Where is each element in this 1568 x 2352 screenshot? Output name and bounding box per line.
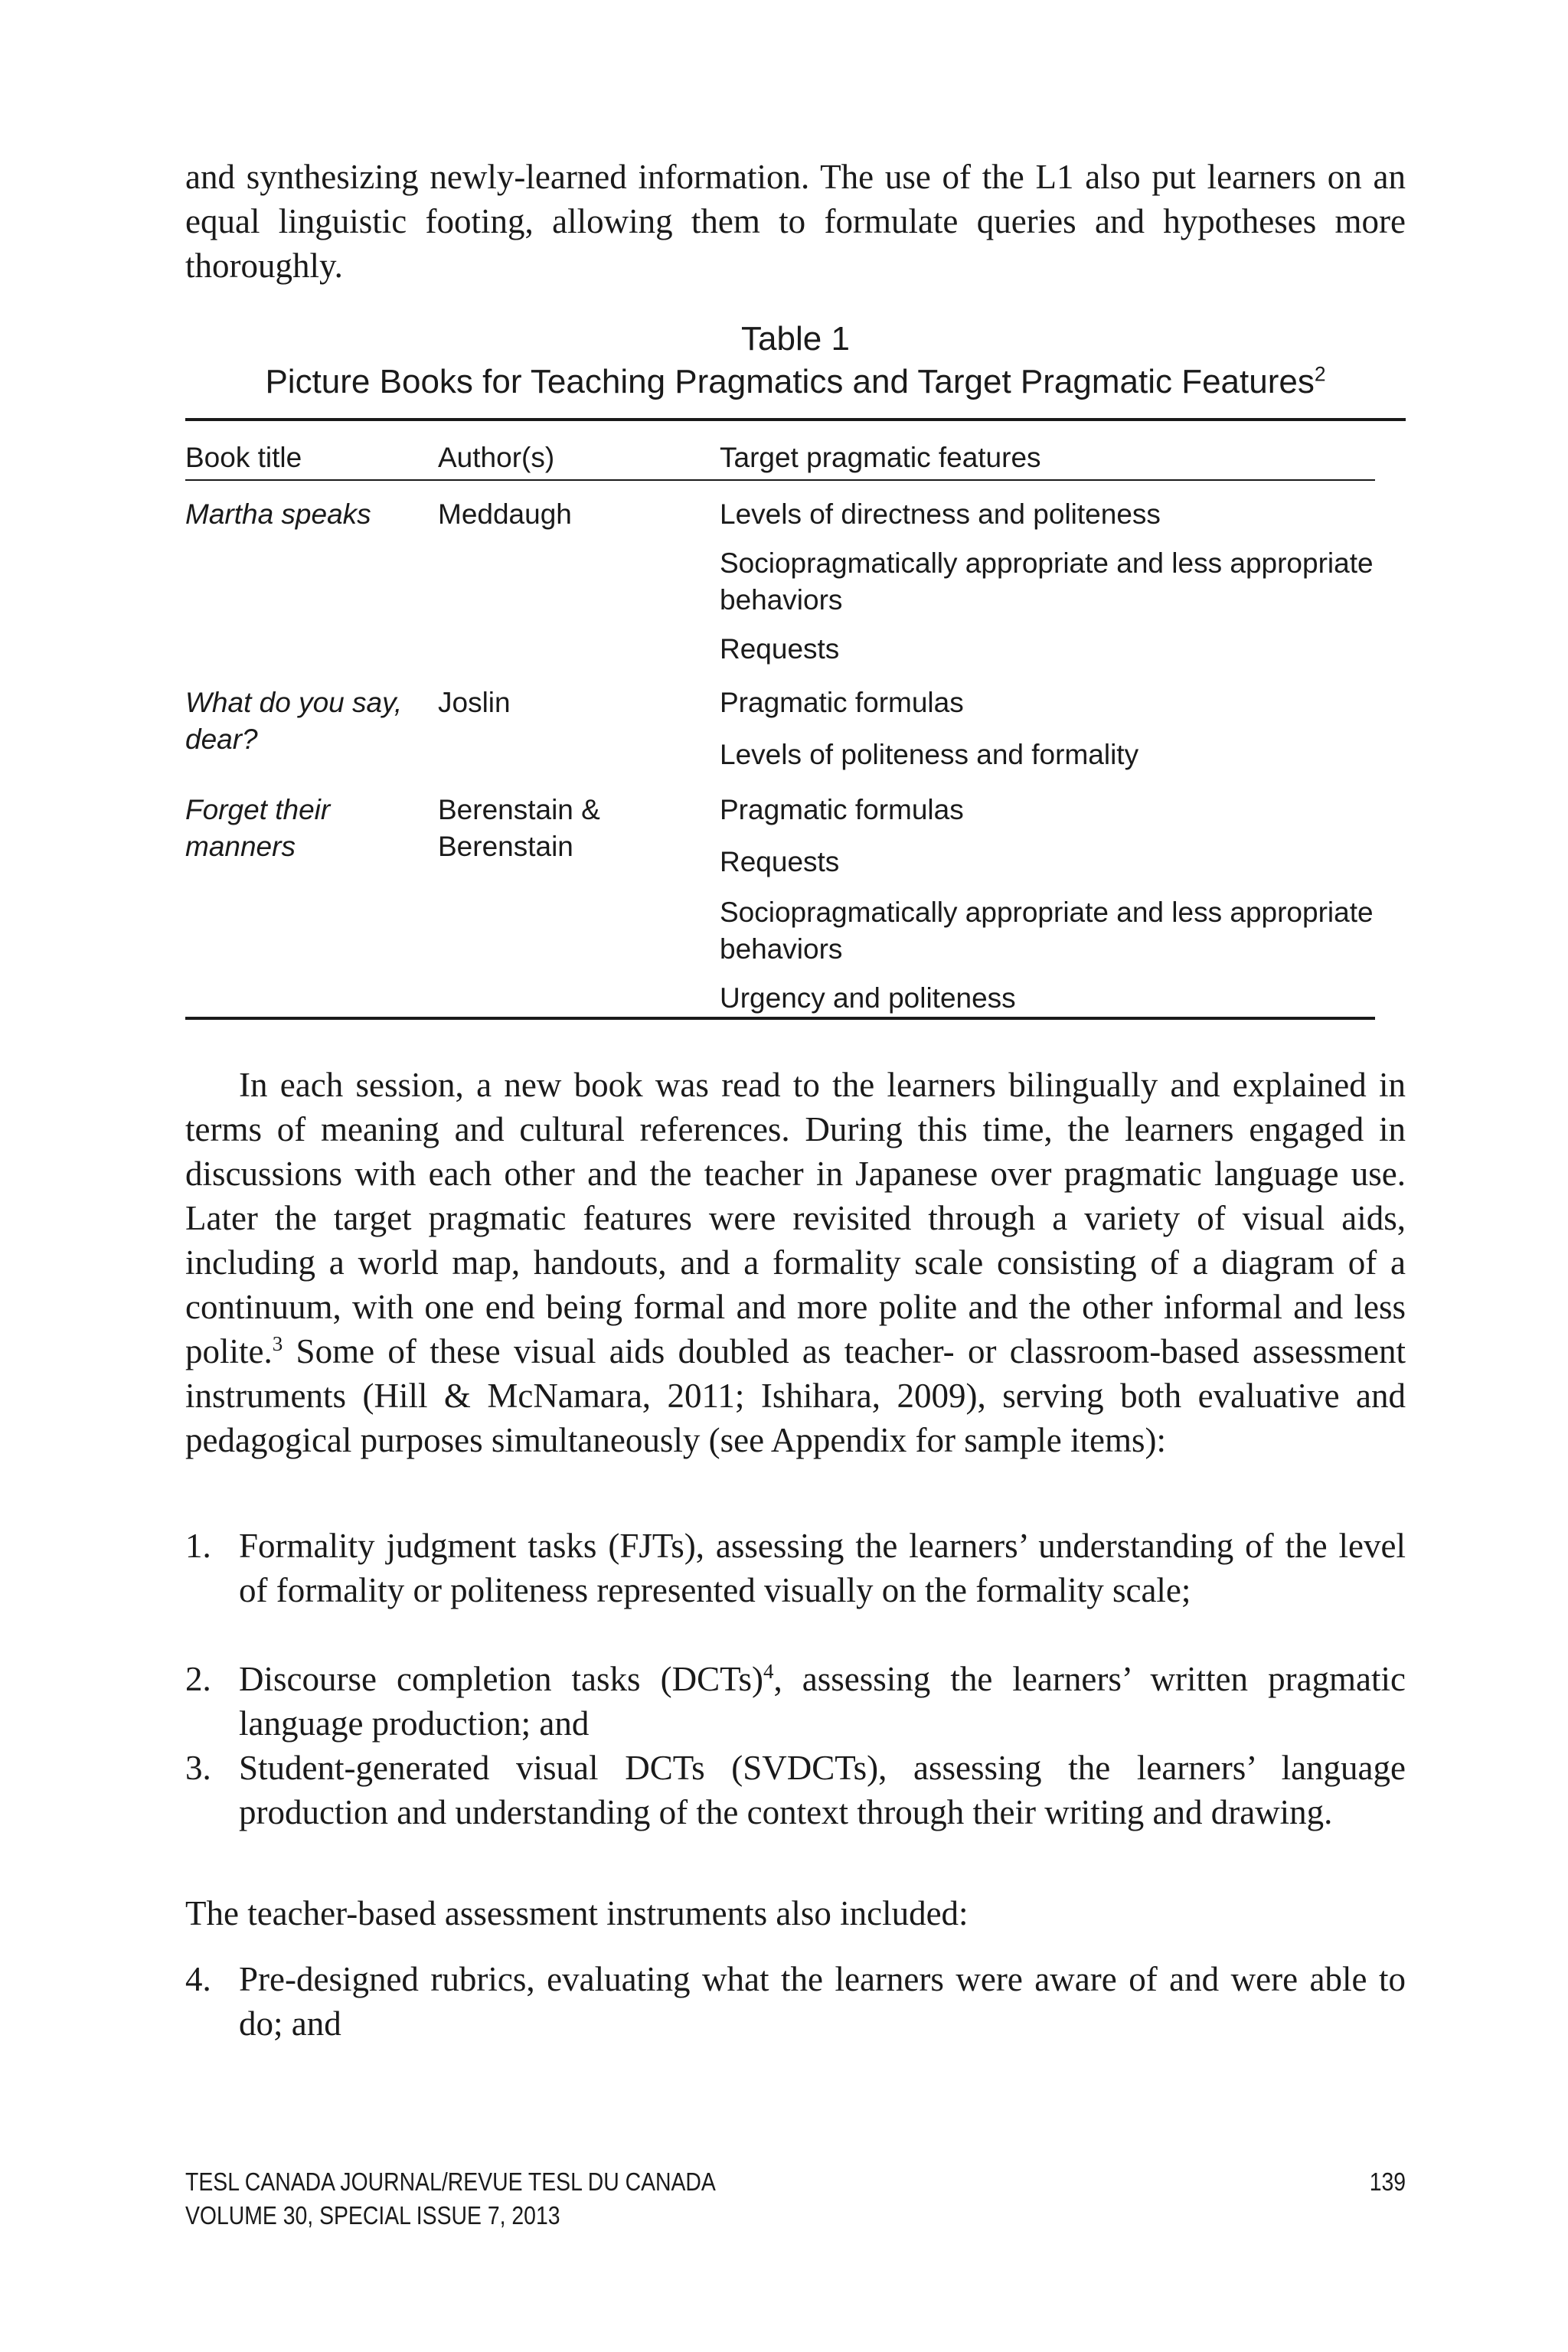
list-item-3-number: 3. — [185, 1749, 211, 1787]
page-number: 139 — [1369, 2167, 1406, 2196]
table-row-1-feature-2: Sociopragmatically appropriate and less appropriate behaviors — [720, 547, 1374, 616]
body-paragraph-1-text-b: Some of these visual aids doubled as teacher- or classroom-based assessment instruments (Hill & McNamara, 2011; Ishihara, 2009), serving both evaluative and pedagogical purposes simultaneously (see Appendix for sample items): — [185, 1332, 1406, 1459]
page-footer — [185, 2165, 716, 2233]
list-item-2-number: 2. — [185, 1660, 211, 1698]
table-caption — [185, 363, 1406, 401]
footer-volume: VOLUME 30, SPECIAL ISSUE 7, 2013 — [185, 2201, 560, 2230]
table-row-2-author: Joslin — [438, 687, 511, 718]
table-row-2-feature-2: Levels of politeness and formality — [720, 739, 1139, 770]
list-item-2-text-a: Discourse completion tasks (DCTs) — [239, 1660, 763, 1698]
table-row-3-title: Forget their manners — [185, 794, 331, 862]
footnote-marker-4: 4 — [763, 1660, 774, 1683]
list-item-1-number: 1. — [185, 1527, 211, 1565]
body-paragraph-1 — [185, 1063, 1406, 1462]
body-paragraph-1-text-a: In each session, a new book was read to the learners bilingually and explained in terms of meaning and cultural references. During this time, the learners engaged in discussions with each other and the teacher in Japanese over pragmatic language use. Later the target pragmatic features were revisited through a variety of visual aids, including a world map, handouts, and a formality scale consisting of a diagram of a continuum, with one end being formal and more polite and the other informal and less polite. — [185, 1066, 1406, 1370]
table-caption-footnote: 2 — [1314, 362, 1326, 386]
table-row-3-feature-3: Sociopragmatically appropriate and less appropriate behaviors — [720, 897, 1374, 965]
table-row-1-title: Martha speaks — [185, 498, 371, 530]
list-item-2-text — [239, 1657, 1406, 1746]
list-item-4-number: 4. — [185, 1960, 211, 1998]
table-bottom-rule — [185, 1017, 1375, 1020]
table-label: Table 1 — [741, 320, 850, 358]
list-item-2-text-b: , assessing the learners’ written pragmatic language production; and — [239, 1660, 1406, 1743]
body-paragraph-2: The teacher-based assessment instruments also included: — [185, 1894, 969, 1932]
list-item-4-text: Pre-designed rubrics, evaluating what the learners were aware of and were able to do; and — [239, 1960, 1406, 2043]
table-row-3-feature-4: Urgency and politeness — [720, 982, 1016, 1014]
table-caption-text: Picture Books for Teaching Pragmatics and Target Pragmatic Features — [265, 363, 1315, 400]
table-header-authors: Author(s) — [438, 442, 555, 473]
table-row-3-feature-1: Pragmatic formulas — [720, 794, 964, 825]
table-top-rule — [185, 418, 1406, 421]
table-row-1-feature-1: Levels of directness and politeness — [720, 498, 1161, 530]
table-row-2-feature-1: Pragmatic formulas — [720, 687, 964, 718]
list-item-3-text: Student-generated visual DCTs (SVDCTs), assessing the learners’ language production and understanding of the context through their writing and drawing. — [239, 1749, 1406, 1831]
table-header-book-title: Book title — [185, 442, 302, 473]
list-item-1-text: Formality judgment tasks (FJTs), assessing the learners’ understanding of the level of formality or politeness represented visually on the formality scale; — [239, 1527, 1406, 1609]
document-page — [185, 0, 1406, 2352]
footnote-marker-3: 3 — [272, 1332, 283, 1355]
table-row-3-author: Berenstain & Berenstain — [438, 794, 600, 862]
intro-paragraph: and synthesizing newly-learned information. The use of the L1 also put learners on an equal linguistic footing, allowing them to formulate queries and hypotheses more thoroughly. — [185, 158, 1406, 285]
table-header-rule — [185, 479, 1375, 481]
table-row-2-title: What do you say, dear? — [185, 687, 403, 755]
table-header-features: Target pragmatic features — [720, 442, 1041, 473]
table-row-3-feature-2: Requests — [720, 846, 840, 877]
table-row-1-author: Meddaugh — [438, 498, 572, 530]
table-row-1-feature-3: Requests — [720, 633, 840, 665]
footer-journal: TESL CANADA JOURNAL/REVUE TESL DU CANADA — [185, 2167, 716, 2196]
